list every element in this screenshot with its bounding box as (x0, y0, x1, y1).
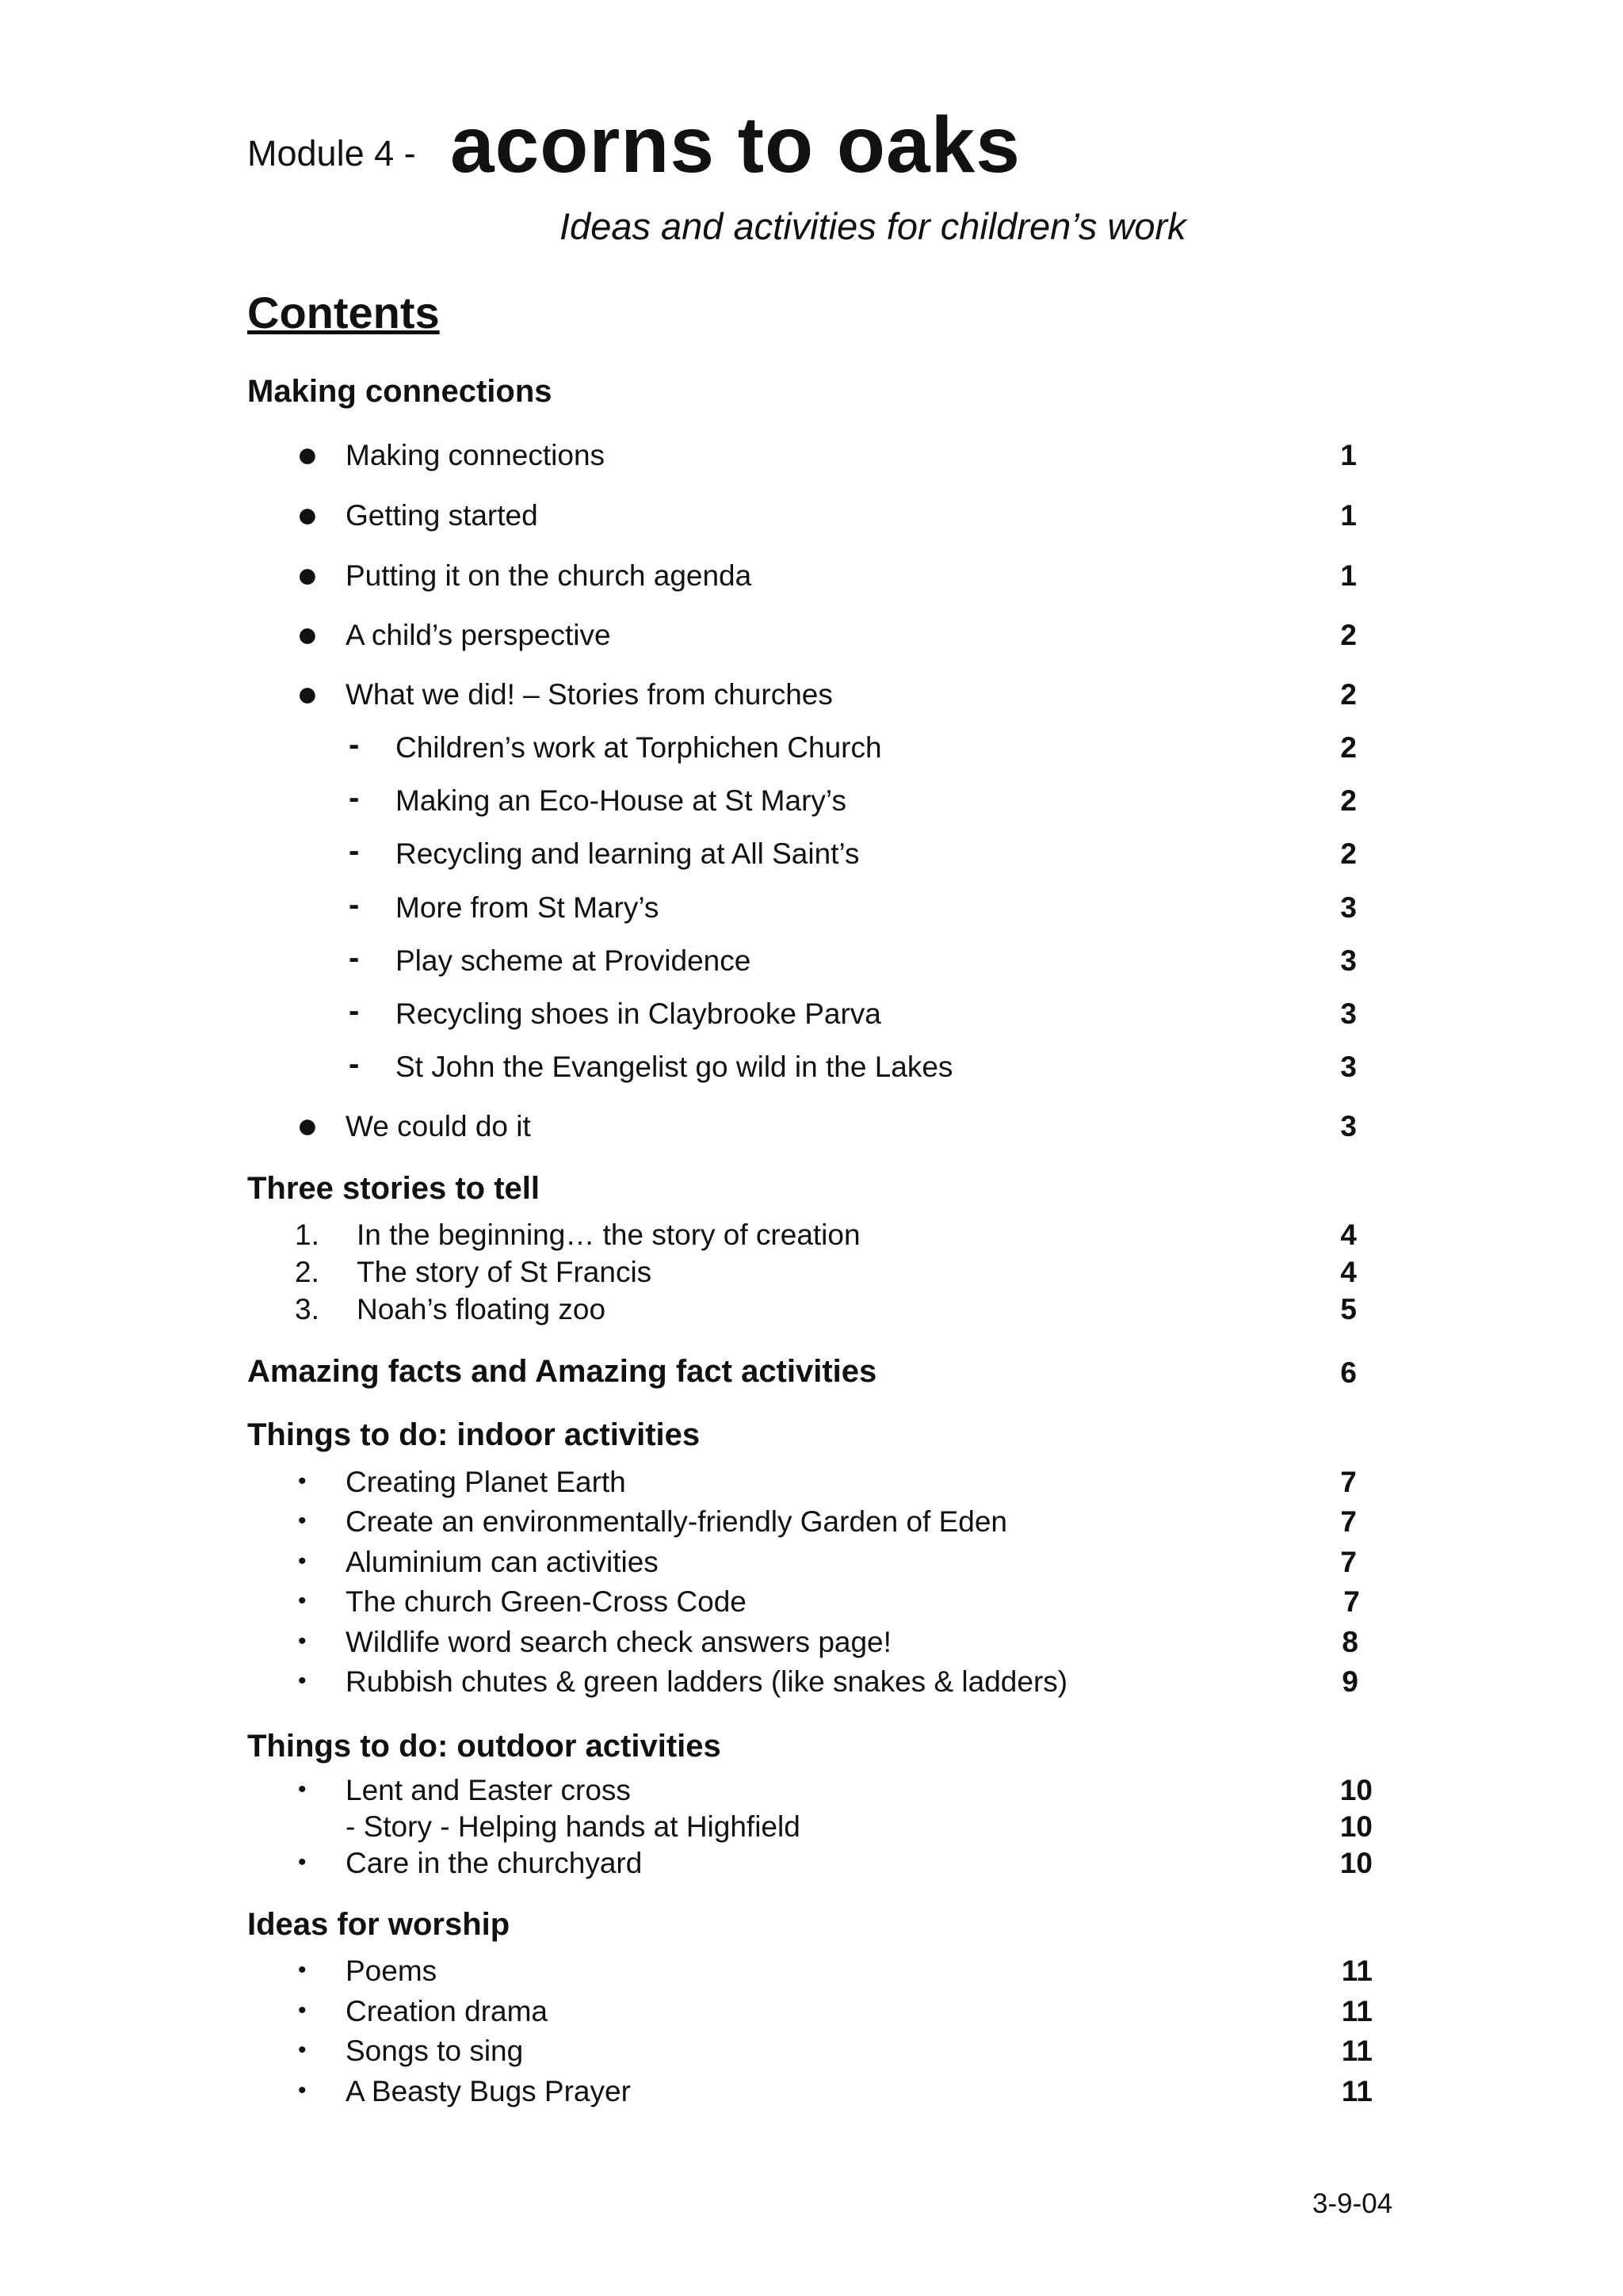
list-number: 3. (295, 1293, 319, 1325)
toc-entry-page: 7 (1340, 1466, 1357, 1498)
section-heading-amazing-facts: Amazing facts and Amazing fact activities (247, 1354, 877, 1389)
toc-entry-page: 10 (1339, 1774, 1373, 1806)
toc-entry-title: More from St Mary’s (395, 891, 659, 924)
toc-entry-page: 4 (1340, 1256, 1357, 1288)
toc-entry-title: - Story - Helping hands at Highfield (346, 1810, 800, 1843)
section-heading-indoor-activities: Things to do: indoor activities (247, 1417, 701, 1452)
toc-entry-page: 7 (1343, 1585, 1360, 1618)
toc-entry-title: Creation drama (346, 1995, 548, 2027)
toc-entry-page: 3 (1340, 1051, 1357, 1083)
toc-entry-page: 11 (1341, 1955, 1373, 1987)
dash-marker: - (349, 940, 360, 975)
bullet-icon: ● (296, 1104, 319, 1146)
toc-entry-title: The story of St Francis (357, 1256, 652, 1288)
toc-entry-page: 8 (1342, 1626, 1358, 1658)
toc-entry-title: Care in the churchyard (346, 1847, 643, 1879)
toc-entry-title: Children’s work at Torphichen Church (395, 731, 882, 764)
bullet-icon: • (298, 2077, 307, 2103)
toc-entry-title: Noah’s floating zoo (357, 1293, 606, 1325)
bullet-icon: • (298, 1668, 307, 1694)
dash-marker: - (349, 727, 360, 762)
toc-entry-title: Wildlife word search check answers page! (346, 1626, 892, 1658)
bullet-icon: ● (296, 554, 319, 595)
document-subtitle: Ideas and activities for children’s work (559, 205, 1186, 247)
toc-entry-title: Making connections (346, 439, 605, 471)
bullet-icon: • (298, 1849, 307, 1875)
toc-entry-title: Aluminium can activities (346, 1546, 659, 1578)
toc-entry-title: Lent and Easter cross (346, 1774, 631, 1806)
toc-entry-page: 2 (1340, 731, 1357, 764)
dash-marker: - (349, 780, 360, 815)
bullet-icon: • (298, 1588, 307, 1614)
toc-entry-page: 1 (1340, 559, 1357, 592)
dash-marker: - (349, 1047, 360, 1081)
toc-entry-page: 3 (1340, 891, 1357, 924)
document-title: acorns to oaks (450, 101, 1021, 189)
toc-entry-title: In the beginning… the story of creation (357, 1219, 861, 1251)
toc-entry-page: 7 (1340, 1505, 1357, 1538)
toc-entry-page: 7 (1340, 1546, 1357, 1578)
toc-entry-title: Recycling shoes in Claybrooke Parva (395, 997, 881, 1030)
bullet-icon: • (298, 1957, 307, 1983)
section-heading-outdoor-activities: Things to do: outdoor activities (247, 1729, 721, 1764)
bullet-icon: • (298, 1468, 307, 1494)
toc-entry-title: Making an Eco-House at St Mary’s (395, 784, 846, 817)
toc-entry-title: Create an environmentally-friendly Garden of Eden (346, 1505, 1008, 1538)
toc-entry-page: 5 (1340, 1293, 1357, 1325)
section-heading-ideas-for-worship: Ideas for worship (247, 1907, 510, 1942)
toc-entry-page: 10 (1339, 1847, 1373, 1879)
toc-entry-page: 11 (1341, 2035, 1373, 2067)
bullet-icon: ● (296, 673, 319, 714)
bullet-icon: • (298, 1548, 307, 1574)
toc-entry-page: 2 (1340, 837, 1357, 870)
bullet-icon: • (298, 1776, 307, 1802)
list-number: 2. (295, 1256, 319, 1288)
bullet-icon: ● (296, 613, 319, 654)
toc-entry-page: 1 (1340, 439, 1357, 471)
toc-entry-page: 2 (1340, 784, 1357, 817)
dash-marker: - (349, 887, 360, 922)
toc-entry-title: Rubbish chutes & green ladders (like snakes & ladders) (346, 1665, 1068, 1698)
bullet-icon: • (298, 1997, 307, 2023)
toc-entry-page: 10 (1339, 1810, 1373, 1843)
toc-entry-title: Poems (346, 1955, 437, 1987)
module-label: Module 4 - (247, 133, 416, 174)
toc-entry-page: 9 (1342, 1665, 1358, 1698)
toc-entry-title: The church Green-Cross Code (346, 1585, 747, 1618)
toc-entry-title: A child’s perspective (346, 619, 611, 651)
bullet-icon: • (298, 1508, 307, 1534)
toc-entry-title: Putting it on the church agenda (346, 559, 752, 592)
toc-entry-page: 3 (1340, 997, 1357, 1030)
toc-entry-title: A Beasty Bugs Prayer (346, 2075, 631, 2107)
toc-entry-title: What we did! – Stories from churches (346, 678, 833, 711)
contents-heading: Contents (247, 288, 440, 338)
bullet-icon: ● (296, 433, 319, 475)
toc-entry-title: Songs to sing (346, 2035, 524, 2067)
toc-entry-title: Play scheme at Providence (395, 944, 751, 977)
toc-entry-page: 11 (1341, 2075, 1373, 2107)
dash-marker: - (349, 833, 360, 868)
toc-entry-title: Creating Planet Earth (346, 1466, 626, 1498)
toc-entry-title: Recycling and learning at All Saint’s (395, 837, 860, 870)
toc-entry-page: 11 (1341, 1995, 1373, 2027)
toc-entry-page: 2 (1340, 678, 1357, 711)
toc-entry-title: We could do it (346, 1110, 531, 1142)
section-heading-three-stories: Three stories to tell (247, 1171, 540, 1206)
list-number: 1. (295, 1219, 319, 1251)
dash-marker: - (349, 994, 360, 1028)
section-heading-making-connections: Making connections (247, 374, 552, 409)
toc-entry-title: St John the Evangelist go wild in the Lakes (395, 1051, 953, 1083)
bullet-icon: • (298, 1628, 307, 1654)
toc-entry-page: 4 (1340, 1219, 1357, 1251)
toc-entry-title: Getting started (346, 499, 538, 532)
toc-entry-page: 6 (1340, 1356, 1357, 1389)
toc-entry-page: 2 (1340, 619, 1357, 651)
toc-entry-page: 3 (1340, 1110, 1357, 1142)
toc-entry-page: 3 (1340, 944, 1357, 977)
toc-entry-page: 1 (1340, 499, 1357, 532)
footer-date: 3-9-04 (1312, 2188, 1393, 2219)
bullet-icon: ● (296, 494, 319, 535)
bullet-icon: • (298, 2037, 307, 2063)
